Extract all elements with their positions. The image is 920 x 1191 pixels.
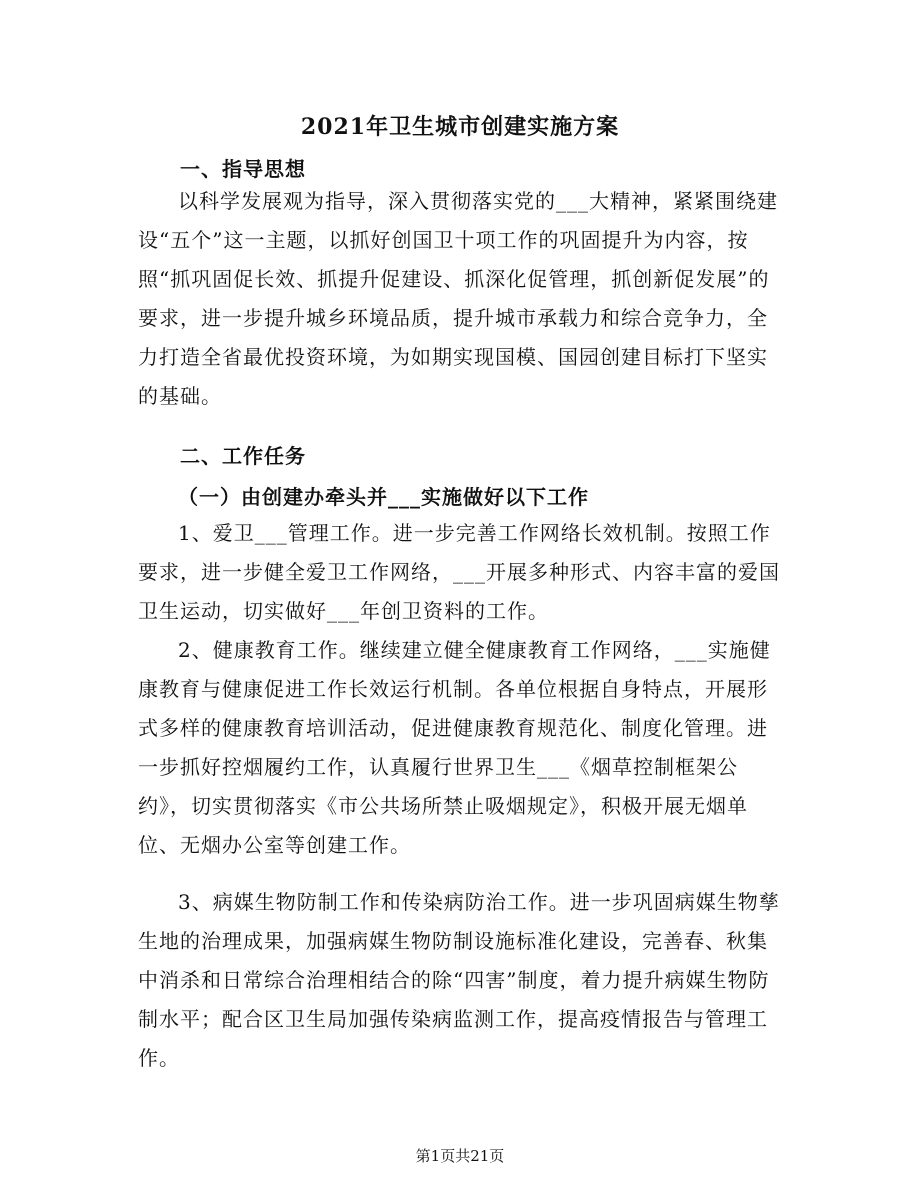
- paragraph-item-2: 2、健康教育工作。继续建立健全健康教育工作网络，___实施健康教育与健康促进工作长效运行机制。各单位根据自身特点，开展形式多样的健康教育培训活动，促进健康教育规范化、制度化管理。进一步抓好控烟履约工作，认真履行世界卫生___《烟草控制框架公约》，切实贯彻落实《市公共场所禁止吸烟规定》，积极开展无烟单位、无烟办公室等创建工作。: [138, 638, 771, 857]
- paragraph-guiding-ideology: 以科学发展观为指导，深入贯彻落实党的___大精神，紧紧围绕建设“五个”这一主题，以抓好创国卫十项工作的巩固提升为内容，按照“抓巩固促长效、抓提升促建设、抓深化促管理，抓创新促发展”的要求，进一步提升城乡环境品质，提升城市承载力和综合竞争力，全力打造全省最优投资环境，为如期实现国模、国园创建目标打下坚实的基础。: [138, 189, 778, 408]
- section-heading-guiding-ideology: 一、指导思想: [180, 157, 306, 181]
- section-heading-work-tasks: 二、工作任务: [180, 444, 306, 468]
- paragraph-item-3: 3、病媒生物防制工作和传染病防治工作。进一步巩固病媒生物孳生地的治理成果，加强病媒生物防制设施标准化建设，完善春、秋集中消杀和日常综合治理相结合的除“四害”制度，着力提升病媒生物防制水平；配合区卫生局加强传染病监测工作，提高疫情报告与管理工作。: [138, 890, 780, 1070]
- paragraph-item-1: 1、爱卫___管理工作。进一步完善工作网络长效机制。按照工作要求，进一步健全爱卫工作网络，___开展多种形式、内容丰富的爱国卫生运动，切实做好___年创卫资料的工作。: [138, 521, 780, 623]
- subsection-heading-1: （一）由创建办牵头并___实施做好以下工作: [178, 485, 589, 509]
- document-title: 2021年卫生城市创建实施方案: [300, 114, 620, 140]
- page-footer: 第1页共21页: [415, 1147, 505, 1165]
